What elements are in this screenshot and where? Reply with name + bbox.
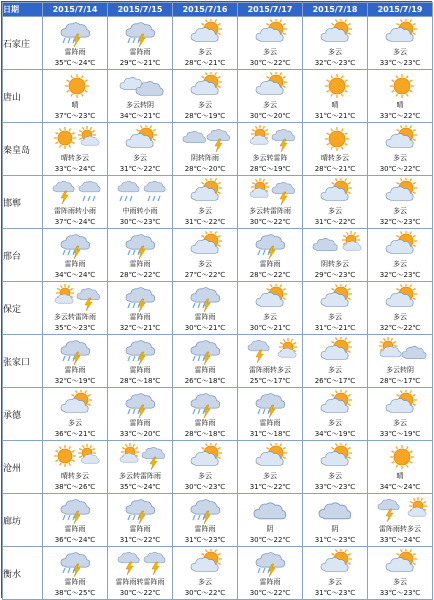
forecast-cell: [43, 388, 108, 441]
forecast-cell: [303, 335, 368, 388]
overcast-icon: [246, 496, 298, 524]
forecast-cell: [238, 335, 303, 388]
temperature-range: 33℃～23℃: [379, 59, 421, 67]
temperature-range: 32℃～21℃: [119, 324, 161, 332]
weather-description: 多云: [328, 419, 342, 427]
forecast-cell: [368, 335, 433, 388]
weather-description: 多云: [328, 207, 342, 215]
temperature-range: 33℃～23℃: [379, 589, 421, 597]
temperature-range: 29℃～21℃: [119, 59, 161, 67]
rain-light-rain-icon: [116, 178, 168, 206]
forecast-cell: [108, 229, 173, 282]
temperature-range: 35℃～24℃: [54, 59, 96, 67]
forecast-cell: [368, 388, 433, 441]
forecast-cell: [368, 70, 433, 123]
sunny-icon: [311, 125, 363, 153]
forecast-cell: [368, 176, 433, 229]
forecast-cell: [173, 17, 238, 70]
forecast-cell: [173, 70, 238, 123]
temperature-range: 31℃～21℃: [314, 324, 356, 332]
forecast-cell: [303, 176, 368, 229]
partly-cloudy-icon: [181, 178, 233, 206]
temperature-range: 33℃～24℃: [379, 536, 421, 544]
forecast-cell: [173, 123, 238, 176]
thunder-shower-icon: [116, 19, 168, 47]
forecast-cell: [303, 494, 368, 547]
temperature-range: 33℃～22℃: [379, 112, 421, 120]
overcast-thunder-icon: [181, 125, 233, 153]
partly-cloudy-icon: [376, 549, 428, 577]
date-header: 2015/7/16: [173, 3, 238, 17]
date-header: 2015/7/15: [108, 3, 173, 17]
forecast-cell: [108, 17, 173, 70]
forecast-cell: [173, 494, 238, 547]
weather-description: 中雨转小雨: [122, 207, 158, 215]
partly-cloudy-icon: [311, 549, 363, 577]
forecast-cell: [108, 335, 173, 388]
forecast-cell: [368, 547, 433, 600]
forecast-cell: [43, 282, 108, 335]
temperature-range: 28℃～21℃: [184, 59, 226, 67]
weather-description: 雷阵雨: [129, 313, 151, 321]
forecast-cell: [43, 123, 108, 176]
thunder-shower-icon: [51, 496, 103, 524]
weather-description: 多云转雷阵雨: [249, 207, 291, 215]
forecast-cell: [238, 282, 303, 335]
temperature-range: 31℃～18℃: [249, 430, 291, 438]
weather-description: 雷阵雨: [129, 525, 151, 533]
partly-cloudy-icon: [376, 390, 428, 418]
temperature-range: 35℃～24℃: [119, 483, 161, 491]
partly-cloudy-icon: [246, 284, 298, 312]
date-header: 2015/7/14: [43, 3, 108, 17]
temperature-range: 30℃～22℃: [379, 165, 421, 173]
city-name: 承德: [3, 388, 43, 441]
forecast-cell: [108, 494, 173, 547]
table-row: [3, 547, 433, 600]
overcast-partly-icon: [311, 231, 363, 259]
temperature-range: 30℃～23℃: [184, 483, 226, 491]
temperature-range: 31℃～22℃: [119, 165, 161, 173]
sunny-partly-cloudy-icon: [51, 443, 103, 471]
thunder-shower-icon: [246, 231, 298, 259]
temperature-range: 30℃～22℃: [119, 589, 161, 597]
weather-description: 多云: [263, 472, 277, 480]
thunder-shower-icon: [181, 496, 233, 524]
thunder-shower-icon: [246, 549, 298, 577]
forecast-cell: [368, 441, 433, 494]
forecast-cell: [173, 441, 238, 494]
forecast-cell: [238, 547, 303, 600]
forecast-cell: [108, 123, 173, 176]
thunder-shower-icon: [116, 284, 168, 312]
weather-description: 多云转雷阵: [252, 154, 288, 162]
weather-description: 雷阵雨: [259, 260, 281, 268]
thunder-shower-icon: [116, 337, 168, 365]
weather-description: 多云: [393, 578, 407, 586]
temperature-range: 28℃～17℃: [379, 377, 421, 385]
forecast-cell: [43, 176, 108, 229]
weather-description: 雷阵雨: [64, 366, 86, 374]
forecast-cell: [173, 335, 238, 388]
weather-description: 多云: [68, 419, 82, 427]
forecast-cell: [368, 123, 433, 176]
forecast-cell: [368, 17, 433, 70]
weather-description: 晴: [71, 101, 79, 109]
weather-description: 多云: [133, 154, 147, 162]
thunder-shower-icon: [181, 390, 233, 418]
weather-description: 雷阵雨: [194, 366, 216, 374]
cloudy-overcast-icon: [116, 72, 168, 100]
thunder-shower-icon: [116, 231, 168, 259]
partly-cloudy-thunder-icon: [246, 125, 298, 153]
partly-cloudy-icon: [116, 125, 168, 153]
city-name: 保定: [3, 282, 43, 335]
weather-description: 多云: [328, 48, 342, 56]
weather-description: 雷阵雨转雷阵雨: [115, 578, 165, 586]
table-row: [3, 282, 433, 335]
weather-description: 多云: [393, 154, 407, 162]
weather-description: 多云: [263, 48, 277, 56]
partly-cloudy-icon: [311, 443, 363, 471]
weather-description: 雷阵雨: [129, 366, 151, 374]
partly-cloudy-icon: [376, 284, 428, 312]
partly-cloudy-overcast-icon: [376, 337, 428, 365]
partly-cloudy-thunder-icon: [246, 178, 298, 206]
weather-description: 阴: [331, 525, 339, 533]
partly-cloudy-icon: [246, 443, 298, 471]
temperature-range: 32℃～23℃: [379, 271, 421, 279]
weather-description: 多云: [198, 472, 212, 480]
weather-description: 晴: [331, 101, 339, 109]
temperature-range: 30℃～21℃: [184, 324, 226, 332]
table-row: [3, 17, 433, 70]
weather-description: 阴转多云: [321, 260, 349, 268]
table-row: [3, 335, 433, 388]
partly-cloudy-thunder-icon: [51, 284, 103, 312]
table-row: [3, 123, 433, 176]
temperature-range: 37℃～24℃: [54, 218, 96, 226]
partly-cloudy-icon: [181, 19, 233, 47]
weather-description: 多云转阴: [386, 366, 414, 374]
sunny-icon: [376, 72, 428, 100]
thunder-shower-icon: [116, 390, 168, 418]
temperature-range: 32℃～23℃: [314, 59, 356, 67]
thunder-shower-icon: [116, 496, 168, 524]
sunny-partly-cloudy-icon: [51, 125, 103, 153]
forecast-cell: [238, 229, 303, 282]
weather-description: 多云: [393, 260, 407, 268]
partly-cloudy-icon: [311, 178, 363, 206]
forecast-cell: [173, 229, 238, 282]
temperature-range: 30℃～22℃: [249, 589, 291, 597]
temperature-range: 38℃～25℃: [54, 589, 96, 597]
temperature-range: 33℃～23℃: [314, 483, 356, 491]
temperature-range: 28℃～19℃: [249, 165, 291, 173]
temperature-range: 30℃～23℃: [119, 218, 161, 226]
temperature-range: 28℃～21℃: [314, 165, 356, 173]
forecast-cell: [43, 229, 108, 282]
weather-description: 多云: [393, 419, 407, 427]
partly-cloudy-icon: [311, 337, 363, 365]
weather-description: 多云: [263, 313, 277, 321]
weather-description: 多云转阴: [126, 101, 154, 109]
date-header: 2015/7/18: [303, 3, 368, 17]
forecast-cell: [173, 388, 238, 441]
partly-cloudy-icon: [246, 19, 298, 47]
partly-cloudy-icon: [181, 549, 233, 577]
temperature-range: 32℃～19℃: [54, 377, 96, 385]
weather-description: 多云: [328, 578, 342, 586]
city-name: 秦皇岛: [3, 123, 43, 176]
temperature-range: 30℃～21℃: [249, 324, 291, 332]
forecast-cell: [238, 17, 303, 70]
date-header: 2015/7/17: [238, 3, 303, 17]
temperature-range: 33℃～19℃: [379, 430, 421, 438]
overcast-icon: [311, 496, 363, 524]
weather-description: 雷阵雨: [259, 419, 281, 427]
temperature-range: 32℃～23℃: [379, 218, 421, 226]
table-row: [3, 388, 433, 441]
sunny-icon: [311, 72, 363, 100]
temperature-range: 34℃～24℃: [379, 483, 421, 491]
date-header: 2015/7/19: [368, 3, 433, 17]
weather-description: 多云转雷阵雨: [54, 313, 96, 321]
partly-cloudy-icon: [311, 284, 363, 312]
thunder-partly-icon: [246, 337, 298, 365]
temperature-range: 31℃～21℃: [314, 112, 356, 120]
partly-cloudy-icon: [311, 390, 363, 418]
forecast-cell: [303, 441, 368, 494]
temperature-range: 34℃～19℃: [314, 430, 356, 438]
header-row: [3, 3, 433, 17]
forecast-cell: [108, 176, 173, 229]
forecast-cell: [303, 17, 368, 70]
partly-cloudy-icon: [311, 19, 363, 47]
temperature-range: 31℃～23℃: [314, 536, 356, 544]
thunder-shower-icon: [181, 284, 233, 312]
weather-description: 雷阵雨: [129, 419, 151, 427]
table-row: [3, 229, 433, 282]
weather-description: 多云: [198, 101, 212, 109]
thunder-shower-icon: [51, 231, 103, 259]
forecast-cell: [303, 70, 368, 123]
city-name: 衡水: [3, 547, 43, 600]
weather-description: 多云: [198, 207, 212, 215]
thunder-shower-icon: [181, 337, 233, 365]
weather-description: 晴: [396, 472, 404, 480]
temperature-range: 28℃～18℃: [184, 430, 226, 438]
city-name: 邢台: [3, 229, 43, 282]
weather-description: 多云: [328, 313, 342, 321]
city-name: 沧州: [3, 441, 43, 494]
weather-description: 阴转阵雨: [191, 154, 219, 162]
temperature-range: 31℃～22℃: [314, 218, 356, 226]
temperature-range: 28℃～22℃: [249, 271, 291, 279]
partly-cloudy-thunder-icon: [116, 443, 168, 471]
forecast-cell: [173, 547, 238, 600]
weather-description: 雷阵雨: [194, 419, 216, 427]
temperature-range: 30℃～20℃: [249, 112, 291, 120]
temperature-range: 37℃～23℃: [54, 112, 96, 120]
partly-cloudy-icon: [376, 231, 428, 259]
weather-description: 雷阵雨: [64, 525, 86, 533]
weather-description: 晴转多云: [61, 472, 89, 480]
forecast-cell: [108, 441, 173, 494]
partly-cloudy-icon: [181, 72, 233, 100]
weather-description: 雷阵雨: [129, 260, 151, 268]
temperature-range: 32℃～22℃: [379, 324, 421, 332]
temperature-range: 31℃～23℃: [184, 536, 226, 544]
temperature-range: 25℃～17℃: [249, 377, 291, 385]
thunder-shower-icon: [51, 549, 103, 577]
partly-cloudy-icon: [246, 72, 298, 100]
weather-description: 雷阵雨转多云: [249, 366, 291, 374]
weather-description: 雷阵雨转小雨: [54, 207, 96, 215]
city-name: 张家口: [3, 335, 43, 388]
forecast-cell: [238, 388, 303, 441]
thunder-shower-2-icon: [116, 549, 168, 577]
forecast-cell: [303, 229, 368, 282]
sunny-icon: [51, 72, 103, 100]
thunder-light-rain-icon: [51, 178, 103, 206]
temperature-range: 26℃～18℃: [184, 377, 226, 385]
table-row: [3, 176, 433, 229]
weather-description: 雷阵雨: [194, 525, 216, 533]
partly-cloudy-icon: [51, 390, 103, 418]
date-header-label: 日期: [3, 3, 43, 17]
city-name: 廊坊: [3, 494, 43, 547]
forecast-cell: [43, 441, 108, 494]
forecast-cell: [238, 441, 303, 494]
forecast-cell: [43, 335, 108, 388]
table-row: [3, 494, 433, 547]
weather-description: 多云: [198, 578, 212, 586]
temperature-range: 30℃～22℃: [249, 218, 291, 226]
temperature-range: 28℃～19℃: [184, 112, 226, 120]
forecast-cell: [43, 17, 108, 70]
temperature-range: 36℃～24℃: [54, 536, 96, 544]
forecast-cell: [238, 494, 303, 547]
temperature-range: 36℃～21℃: [54, 430, 96, 438]
forecast-cell: [108, 282, 173, 335]
partly-cloudy-icon: [181, 231, 233, 259]
forecast-cell: [303, 388, 368, 441]
weather-description: 雷阵雨: [64, 260, 86, 268]
forecast-cell: [108, 547, 173, 600]
weather-description: 多云: [263, 101, 277, 109]
temperature-range: 35℃～23℃: [54, 324, 96, 332]
forecast-cell: [303, 282, 368, 335]
temperature-range: 38℃～26℃: [54, 483, 96, 491]
weather-description: 晴: [396, 101, 404, 109]
temperature-range: 33℃～20℃: [119, 430, 161, 438]
city-name: 唐山: [3, 70, 43, 123]
forecast-cell: [43, 547, 108, 600]
city-name: 邯郸: [3, 176, 43, 229]
city-name: 石家庄: [3, 17, 43, 70]
temperature-range: 31℃～22℃: [184, 218, 226, 226]
forecast-cell: [173, 282, 238, 335]
partly-cloudy-icon: [181, 443, 233, 471]
weather-description: 多云转雷阵雨: [119, 472, 161, 480]
partly-cloudy-icon: [376, 19, 428, 47]
temperature-range: 30℃～22℃: [184, 589, 226, 597]
temperature-range: 33℃～24℃: [54, 165, 96, 173]
forecast-cell: [368, 282, 433, 335]
table-row: [3, 441, 433, 494]
weather-description: 雷阵雨: [64, 48, 86, 56]
thunder-shower-icon: [51, 337, 103, 365]
temperature-range: 27℃～22℃: [184, 271, 226, 279]
thunder-shower-icon: [246, 390, 298, 418]
weather-description: 雷阵雨: [194, 313, 216, 321]
forecast-cell: [238, 176, 303, 229]
forecast-cell: [108, 70, 173, 123]
weather-description: 多云: [328, 366, 342, 374]
forecast-cell: [303, 547, 368, 600]
forecast-cell: [303, 123, 368, 176]
weather-description: 多云: [198, 48, 212, 56]
weather-description: 多云: [328, 472, 342, 480]
temperature-range: 31℃～22℃: [249, 483, 291, 491]
weather-description: 雷阵雨: [259, 578, 281, 586]
forecast-cell: [43, 494, 108, 547]
weather-description: 晴转多云: [321, 154, 349, 162]
weather-description: 多云: [393, 313, 407, 321]
temperature-range: 26℃～17℃: [314, 377, 356, 385]
forecast-cell: [238, 70, 303, 123]
temperature-range: 31℃～23℃: [314, 589, 356, 597]
temperature-range: 30℃～22℃: [249, 59, 291, 67]
forecast-cell: [368, 494, 433, 547]
temperature-range: 28℃～20℃: [184, 165, 226, 173]
partly-cloudy-icon: [376, 178, 428, 206]
forecast-cell: [368, 229, 433, 282]
temperature-range: 30℃～22℃: [249, 536, 291, 544]
temperature-range: 28℃～18℃: [119, 377, 161, 385]
temperature-range: 29℃～23℃: [314, 271, 356, 279]
sunny-icon: [376, 443, 428, 471]
forecast-cell: [43, 70, 108, 123]
thunder-shower-icon: [51, 19, 103, 47]
temperature-range: 34℃～24℃: [54, 271, 96, 279]
weather-description: 雷阵雨: [64, 578, 86, 586]
thunder-partly-icon: [376, 496, 428, 524]
weather-description: 多云: [393, 207, 407, 215]
weather-description: 雷阵雨: [129, 48, 151, 56]
weather-description: 多云: [198, 260, 212, 268]
weather-description: 晴转多云: [61, 154, 89, 162]
forecast-table: [2, 2, 433, 600]
weather-description: 多云: [393, 48, 407, 56]
temperature-range: 34℃～21℃: [119, 112, 161, 120]
table-row: [3, 70, 433, 123]
forecast-cell: [173, 176, 238, 229]
partly-cloudy-icon: [376, 125, 428, 153]
temperature-range: 31℃～22℃: [119, 536, 161, 544]
forecast-cell: [238, 123, 303, 176]
weather-description: 阴: [266, 525, 274, 533]
temperature-range: 28℃～22℃: [119, 271, 161, 279]
weather-description: 雷阵雨转多云: [379, 525, 421, 533]
forecast-cell: [108, 388, 173, 441]
